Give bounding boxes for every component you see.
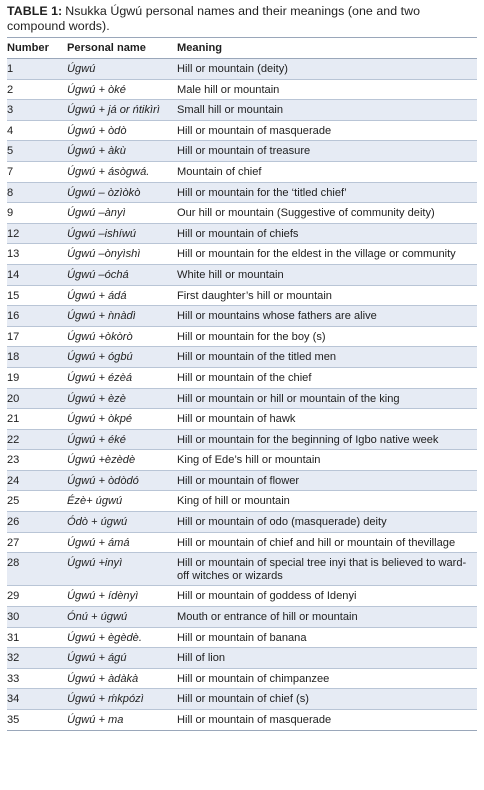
personal-name: Úgwú + éké: [67, 429, 177, 450]
table-row: [7, 668, 477, 689]
row-number: 12: [7, 223, 67, 244]
row-number: 22: [7, 429, 67, 450]
meaning: Hill or mountain of chief and hill or mountain of thevillage: [177, 532, 477, 553]
table-row: [7, 306, 477, 327]
table-row: [7, 388, 477, 409]
personal-name: Úgwú + òdò: [67, 120, 177, 141]
row-number: 31: [7, 627, 67, 648]
row-number: 23: [7, 450, 67, 471]
row-number: 25: [7, 491, 67, 512]
table-row: [7, 607, 477, 628]
meaning: Hill or mountain for the ‘titled chief’: [177, 182, 477, 203]
meaning: Hill or mountains whose fathers are alive: [177, 306, 477, 327]
row-number: 19: [7, 367, 67, 388]
header-number: Number: [7, 38, 67, 59]
table-row: [7, 532, 477, 553]
row-number: 2: [7, 79, 67, 100]
personal-name: Úgwú + ágú: [67, 648, 177, 669]
meaning: Hill or mountain of hawk: [177, 409, 477, 430]
table-row: [7, 710, 477, 731]
table-row: [7, 627, 477, 648]
personal-name: Úgwú +inyì: [67, 553, 177, 586]
table-row: [7, 491, 477, 512]
personal-name: Ódò + úgwú: [67, 512, 177, 533]
table-row: [7, 244, 477, 265]
row-number: 13: [7, 244, 67, 265]
row-number: 30: [7, 607, 67, 628]
personal-name: Úgwú –ònyìshì: [67, 244, 177, 265]
row-number: 34: [7, 689, 67, 710]
meaning: Hill or mountain of chiefs: [177, 223, 477, 244]
personal-name: Úgwú – òzìòkò: [67, 182, 177, 203]
row-number: 5: [7, 141, 67, 162]
personal-name: Úgwú + ézèá: [67, 367, 177, 388]
meaning: Our hill or mountain (Suggestive of community deity): [177, 203, 477, 224]
personal-name: Úgwú + ègèdè.: [67, 627, 177, 648]
personal-name: Ézè+ úgwú: [67, 491, 177, 512]
meaning: Hill or mountain of the titled men: [177, 347, 477, 368]
row-number: 17: [7, 326, 67, 347]
table-caption: [7, 4, 477, 34]
table-row: [7, 141, 477, 162]
personal-name: Úgwú + ógbú: [67, 347, 177, 368]
meaning: King of hill or mountain: [177, 491, 477, 512]
personal-name: Úgwú + àdàkà: [67, 668, 177, 689]
meaning: Hill or mountain or hill or mountain of the king: [177, 388, 477, 409]
personal-name: Úgwú: [67, 59, 177, 80]
personal-name: Úgwú + èzè: [67, 388, 177, 409]
meaning: Hill or mountain of goddess of Idenyi: [177, 586, 477, 607]
row-number: 8: [7, 182, 67, 203]
table-row: [7, 100, 477, 121]
personal-name: Úgwú + ḿkpózì: [67, 689, 177, 710]
meaning: First daughter’s hill or mountain: [177, 285, 477, 306]
table-row: [7, 689, 477, 710]
header-meaning: Meaning: [177, 38, 477, 59]
row-number: 15: [7, 285, 67, 306]
meaning: Hill or mountain of treasure: [177, 141, 477, 162]
personal-name: Úgwú –ànyì: [67, 203, 177, 224]
caption-label: TABLE 1:: [7, 4, 63, 18]
table-row: [7, 59, 477, 80]
table-row: [7, 223, 477, 244]
meaning: Hill or mountain of flower: [177, 470, 477, 491]
meaning: White hill or mountain: [177, 264, 477, 285]
table-row: [7, 120, 477, 141]
personal-name: Úgwú + ádá: [67, 285, 177, 306]
names-table: [7, 37, 477, 731]
table-row: [7, 203, 477, 224]
personal-name: Úgwú + ásògwá.: [67, 161, 177, 182]
meaning: Mountain of chief: [177, 161, 477, 182]
row-number: 18: [7, 347, 67, 368]
meaning: Hill or mountain of masquerade: [177, 710, 477, 731]
personal-name: Úgwú + òkpé: [67, 409, 177, 430]
meaning: Small hill or mountain: [177, 100, 477, 121]
personal-name: Úgwú + òké: [67, 79, 177, 100]
row-number: 7: [7, 161, 67, 182]
personal-name: Úgwú + ǹnàdì: [67, 306, 177, 327]
meaning: Hill of lion: [177, 648, 477, 669]
meaning: Hill or mountain of special tree inyi that is believed to ward-off witches or wizards: [177, 553, 477, 586]
table-row: [7, 264, 477, 285]
table-row: [7, 367, 477, 388]
personal-name: Úgwú + òdòdó: [67, 470, 177, 491]
table-row: [7, 182, 477, 203]
table-row: [7, 553, 477, 586]
header-personal-name: Personal name: [67, 38, 177, 59]
personal-name: Ónú + úgwú: [67, 607, 177, 628]
table-body: [7, 59, 477, 731]
row-number: 35: [7, 710, 67, 731]
row-number: 28: [7, 553, 67, 586]
table-row: [7, 429, 477, 450]
table-row: [7, 326, 477, 347]
table-row: [7, 450, 477, 471]
table-header: [7, 38, 477, 59]
personal-name: Úgwú + àkù: [67, 141, 177, 162]
table-row: [7, 347, 477, 368]
row-number: 1: [7, 59, 67, 80]
row-number: 21: [7, 409, 67, 430]
personal-name: Úgwú +èzèdè: [67, 450, 177, 471]
row-number: 29: [7, 586, 67, 607]
personal-name: Úgwú + ídènyì: [67, 586, 177, 607]
personal-name: Úgwú + ma: [67, 710, 177, 731]
meaning: Hill or mountain of chimpanzee: [177, 668, 477, 689]
meaning: Hill or mountain of odo (masquerade) deity: [177, 512, 477, 533]
row-number: 33: [7, 668, 67, 689]
meaning: Hill or mountain of masquerade: [177, 120, 477, 141]
meaning: Hill or mountain for the eldest in the village or community: [177, 244, 477, 265]
personal-name: Úgwú +òkòrò: [67, 326, 177, 347]
personal-name: Úgwú –ishíwú: [67, 223, 177, 244]
row-number: 24: [7, 470, 67, 491]
personal-name: Úgwú + ámá: [67, 532, 177, 553]
meaning: Hill or mountain for the beginning of Igbo native week: [177, 429, 477, 450]
header-row: [7, 38, 477, 59]
table-row: [7, 586, 477, 607]
table-row: [7, 409, 477, 430]
row-number: 4: [7, 120, 67, 141]
row-number: 14: [7, 264, 67, 285]
meaning: Male hill or mountain: [177, 79, 477, 100]
row-number: 32: [7, 648, 67, 669]
table-row: [7, 285, 477, 306]
table-row: [7, 648, 477, 669]
table-row: [7, 470, 477, 491]
row-number: 20: [7, 388, 67, 409]
row-number: 3: [7, 100, 67, 121]
meaning: Hill or mountain of the chief: [177, 367, 477, 388]
personal-name: Úgwú –óchá: [67, 264, 177, 285]
meaning: Hill or mountain for the boy (s): [177, 326, 477, 347]
table-row: [7, 512, 477, 533]
meaning: Hill or mountain of chief (s): [177, 689, 477, 710]
row-number: 27: [7, 532, 67, 553]
meaning: Mouth or entrance of hill or mountain: [177, 607, 477, 628]
table-row: [7, 161, 477, 182]
meaning: Hill or mountain (deity): [177, 59, 477, 80]
caption-text: Nsukka Úgwú personal names and their meanings (one and two compound words).: [7, 4, 421, 33]
meaning: King of Ede’s hill or mountain: [177, 450, 477, 471]
personal-name: Úgwú + já or ńtikìrì: [67, 100, 177, 121]
row-number: 26: [7, 512, 67, 533]
row-number: 16: [7, 306, 67, 327]
row-number: 9: [7, 203, 67, 224]
table-row: [7, 79, 477, 100]
meaning: Hill or mountain of banana: [177, 627, 477, 648]
